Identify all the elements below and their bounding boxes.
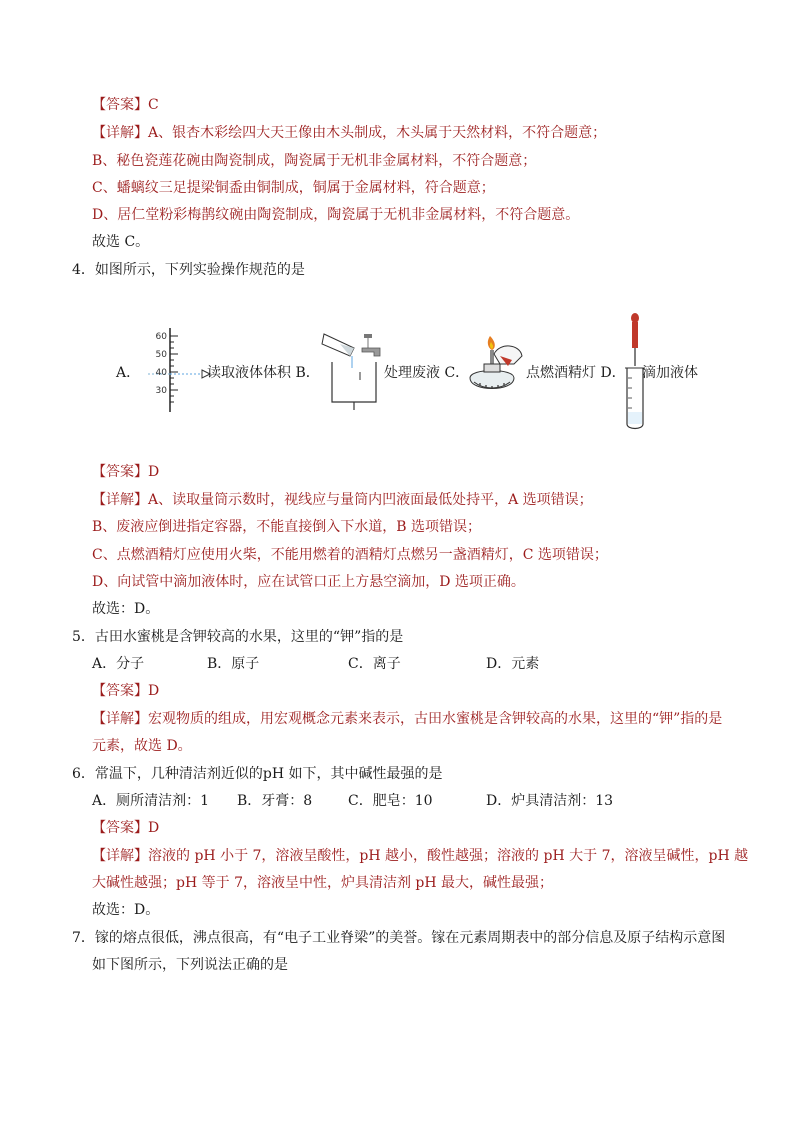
alcohol-lamp-icon (464, 334, 526, 404)
detail-4-line-5: 故选：D。 (92, 601, 160, 617)
graduated-cylinder-icon (140, 324, 212, 414)
detail-6-line-3: 故选：D。 (92, 902, 160, 918)
detail-3-line-1: 【详解】A、银杏木彩绘四大天王像由木头制成，木头属于天然材料，不符合题意； (92, 125, 607, 141)
detail-3-line-2: B、秘色瓷莲花碗由陶瓷制成，陶瓷属于无机非金属材料，不符合题意； (92, 153, 537, 169)
q5-option-a: A．分子 (92, 656, 145, 672)
detail-6-line-1: 【详解】溶液的 pH 小于 7，溶液呈酸性，pH 越小，酸性越强；溶液的 pH 大于 7，溶液呈碱性，pH 越 (92, 848, 749, 864)
q6-option-a: A．厕所清洁剂：1 (92, 793, 210, 809)
q6-option-b: B．牙膏：8 (237, 793, 313, 809)
answer-5: 【答案】D (92, 683, 160, 699)
tick-40: 40 (155, 368, 167, 378)
detail-3-line-5: 故选 C。 (92, 234, 150, 250)
q5-option-c: C．离子 (348, 656, 401, 672)
q5-option-b: B．原子 (207, 656, 260, 672)
answer-3: 【答案】C (92, 97, 159, 113)
figure-b-text: 处理废液 C． (384, 365, 470, 381)
detail-3-line-3: C、蟠螭纹三足提梁铜盉由铜制成，铜属于金属材料，符合题意； (92, 180, 495, 196)
figure-c-text: 点燃酒精灯 D． (526, 365, 626, 381)
question-7-line-2: 如下图所示，下列说法正确的是 (92, 957, 288, 973)
question-5-options (92, 654, 692, 674)
waste-liquid-sink-icon (318, 326, 384, 412)
q6-option-c: C．肥皂：10 (348, 793, 433, 809)
detail-4-line-1: 【详解】A、读取量筒示数时，视线应与量筒内凹液面最低处持平，A 选项错误； (92, 492, 593, 508)
tick-30: 30 (155, 386, 167, 396)
detail-6-line-2: 大碱性越强；pH 等于 7，溶液呈中性，炉具清洁剂 pH 最大，碱性最强； (92, 875, 554, 891)
question-5: 5．古田水蜜桃是含钾较高的水果，这里的“钾”指的是 (72, 629, 404, 645)
figure-a-text: 读取液体体积 B． (207, 365, 320, 381)
q5-option-d: D．元素 (486, 656, 540, 672)
answer-4: 【答案】D (92, 464, 160, 480)
detail-4-line-2: B、废液应倒进指定容器，不能直接倒入下水道，B 选项错误； (92, 519, 482, 535)
answer-6: 【答案】D (92, 820, 160, 836)
detail-4-line-3: C、点燃酒精灯应使用火柴，不能用燃着的酒精灯点燃另一盏酒精灯，C 选项错误； (92, 547, 608, 563)
q6-option-d: D．炉具清洁剂：13 (486, 793, 614, 809)
question-4: 4．如图所示，下列实验操作规范的是 (72, 262, 305, 278)
question-6-options (92, 791, 692, 811)
tick-50: 50 (155, 350, 167, 360)
question-7-line-1: 7．镓的熔点很低，沸点很高，有“电子工业脊梁”的美誉。镓在元素周期表中的部分信息及原子结构示意图 (72, 930, 726, 946)
figure-d-text: 滴加液体 (642, 365, 698, 381)
tick-60: 60 (155, 332, 167, 342)
detail-5-line-2: 元素，故选 D。 (92, 738, 192, 754)
detail-3-line-4: D、居仁堂粉彩梅鹊纹碗由陶瓷制成，陶瓷属于无机非金属材料，不符合题意。 (92, 207, 580, 223)
detail-4-line-4: D、向试管中滴加液体时，应在试管口正上方悬空滴加，D 选项正确。 (92, 574, 525, 590)
detail-5-line-1: 【详解】宏观物质的组成，用宏观概念元素来表示，古田水蜜桃是含钾较高的水果，这里的“钾”指的是 (92, 711, 723, 727)
figure-a-letter: A． (116, 365, 141, 381)
question-6: 6．常温下，几种清洁剂近似的pH 如下，其中碱性最强的是 (72, 766, 443, 782)
